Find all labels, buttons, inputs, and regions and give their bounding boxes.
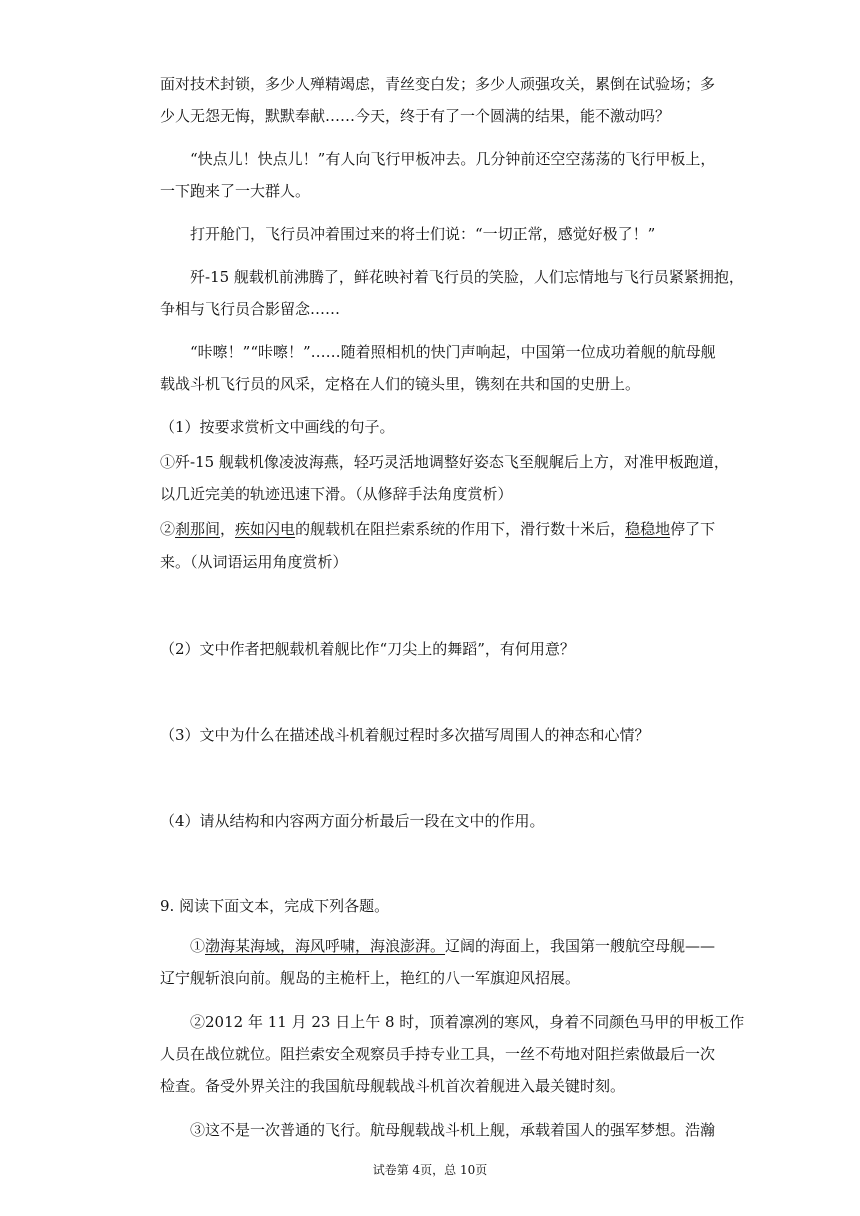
page-footer: 试卷第 4页，总 10页	[372, 1163, 488, 1177]
passage-line: 打开舱门，飞行员冲着围过来的将士们说：“一切正常，感觉好极了！”	[190, 225, 656, 243]
item-number: ①	[190, 937, 206, 955]
underlined-phrase: 稳稳地	[625, 520, 671, 538]
passage-line: “咔嚓！”“咔嚓！”……随着照相机的快门声响起，中国第一位成功着舰的航母舰	[190, 343, 716, 361]
question-1b-line: 来。（从词语运用角度赏析）	[160, 553, 348, 571]
text-span: 的舰载机在阻拦索系统的作用下，滑行数十米后，	[295, 520, 626, 538]
passage-line: 少人无怨无悔，默默奉献……今天，终于有了一个圆满的结果，能不激动吗？	[160, 107, 671, 125]
q9-passage-line	[190, 936, 715, 956]
passage-line: 一下跑来了一大群人。	[160, 182, 311, 200]
question-4: （4）请从结构和内容两方面分析最后一段在文中的作用。	[160, 812, 545, 830]
passage-line: “快点儿！快点儿！”有人向飞行甲板冲去。几分钟前还空空荡荡的飞行甲板上，	[190, 150, 716, 168]
text-span: 停了下	[670, 520, 716, 538]
q9-passage-line: ②2012 年 11 月 23 日上午 8 时，顶着凛冽的寒风，身着不同颜色马甲的甲板工作	[190, 1013, 745, 1031]
passage-line: 载战斗机飞行员的风采，定格在人们的镜头里，镌刻在共和国的史册上。	[160, 375, 641, 393]
underlined-phrase: 疾如闪电	[235, 520, 296, 538]
q9-passage-line: ③这不是一次普通的飞行。航母舰载战斗机上舰，承载着国人的强军梦想。浩瀚	[190, 1121, 716, 1139]
question-9-heading: 9. 阅读下面文本，完成下列各题。	[160, 897, 390, 915]
question-2: （2）文中作者把舰载机着舰比作“刀尖上的舞蹈”，有何用意？	[160, 640, 575, 658]
question-1b-line	[160, 519, 715, 539]
text-span: ，	[220, 520, 236, 538]
passage-line: 面对技术封锁，多少人殚精竭虑，青丝变白发；多少人顽强攻关，累倒在试验场；多	[160, 75, 716, 93]
text-span: 辽阔的海面上，我国第一艘航空母舰——	[445, 937, 716, 955]
passage-line: 歼-15 舰载机前沸腾了，鲜花映衬着飞行员的笑脸，人们忘情地与飞行员紧紧拥抱，	[190, 268, 744, 286]
q9-passage-line: 检查。备受外界关注的我国航母舰载战斗机首次着舰进入最关键时刻。	[160, 1077, 626, 1095]
passage-line: 争相与飞行员合影留念……	[160, 300, 341, 318]
question-1: （1）按要求赏析文中画线的句子。	[160, 418, 395, 436]
item-number: ②	[160, 520, 176, 538]
q9-passage-line: 人员在战位就位。阻拦索安全观察员手持专业工具，一丝不苟地对阻拦索做最后一次	[160, 1045, 716, 1063]
question-1a-line: 以几近完美的轨迹迅速下滑。（从修辞手法角度赏析）	[160, 485, 513, 503]
q9-passage-line: 辽宁舰斩浪向前。舰岛的主桅杆上，艳红的八一军旗迎风招展。	[160, 969, 581, 987]
question-3: （3）文中为什么在描述战斗机着舰过程时多次描写周围人的神态和心情？	[160, 726, 650, 744]
underlined-phrase: 刹那间	[175, 520, 221, 538]
underlined-phrase: 渤海某海域，海风呼啸，海浪澎湃。	[205, 937, 446, 955]
question-1a-line: ①歼-15 舰载机像凌波海燕，轻巧灵活地调整好姿态飞至舰艉后上方，对准甲板跑道，	[160, 453, 729, 471]
